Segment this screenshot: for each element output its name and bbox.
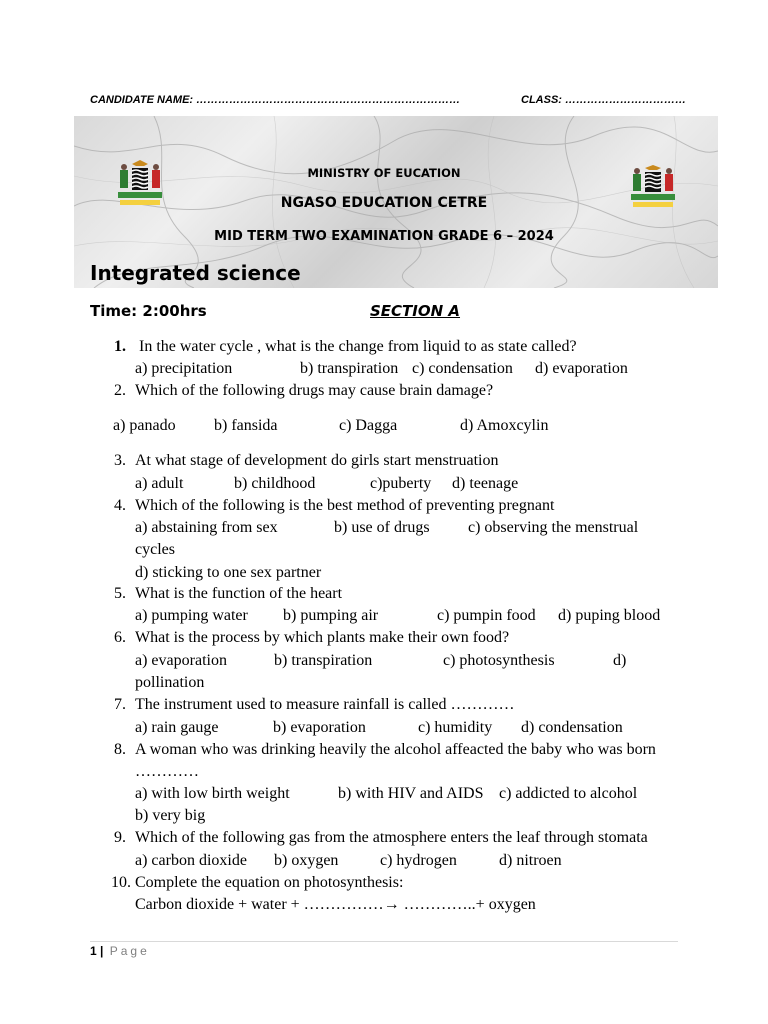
class-line: CLASS: …………………………… <box>521 94 686 106</box>
exam-title: MID TERM TWO EXAMINATION GRADE 6 – 2024 <box>214 229 554 244</box>
page-separator: | <box>100 944 104 958</box>
question-text: Complete the equation on photosynthesis: <box>135 874 404 891</box>
ministry-title: MINISTRY OF EUCATION <box>307 166 461 180</box>
question-number: 8. <box>114 741 126 758</box>
question-number: 1. <box>114 338 126 355</box>
option-d: d) Amoxcylin <box>460 417 549 434</box>
option-b: b) transpiration <box>300 360 399 377</box>
option-a: a) with low birth weight <box>135 785 290 802</box>
option-d: d) teenage <box>452 475 519 492</box>
section-heading: SECTION A <box>370 302 461 320</box>
centre-title: NGASO EDUCATION CETRE <box>280 195 488 211</box>
option-c: c)puberty <box>370 475 432 492</box>
question-number: 5. <box>114 585 126 602</box>
question-text: In the water cycle , what is the change from liquid to as state called? <box>139 338 577 355</box>
option-c: c) observing the menstrual <box>468 519 639 536</box>
option-c: c) pumpin food <box>437 607 536 624</box>
option-b: b) childhood <box>234 475 316 492</box>
option-b: b) transpiration <box>274 652 373 669</box>
option-c: c) hydrogen <box>380 852 457 869</box>
candidate-name-line: CANDIDATE NAME: ……………………………………………………………… <box>90 94 461 106</box>
option-c-continued: cycles <box>135 541 175 558</box>
question-text: A woman who was drinking heavily the alcohol affeacted the baby who was born <box>135 741 656 758</box>
option-a: a) panado <box>113 417 176 434</box>
subject-title: Integrated science <box>90 261 301 285</box>
question-number: 10. <box>111 874 131 891</box>
option-d: d) nitroen <box>499 852 562 869</box>
option-b: b) pumping air <box>283 607 379 624</box>
option-a: a) pumping water <box>135 607 248 624</box>
option-c: c) addicted to alcohol <box>499 785 638 802</box>
option-c: c) photosynthesis <box>443 652 555 669</box>
question-text: Which of the following gas from the atmosphere enters the leaf through stomata <box>135 829 648 846</box>
question-text: Which of the following is the best method of preventing pregnant <box>135 497 555 514</box>
exam-time: Time: 2:00hrs <box>90 302 207 320</box>
photosynthesis-equation: Carbon dioxide + water + ……………→ …………..+ oxygen <box>135 896 536 913</box>
option-b: b) use of drugs <box>334 519 430 536</box>
option-a: a) rain gauge <box>135 719 219 736</box>
question-text: Which of the following drugs may cause brain damage? <box>135 382 494 399</box>
option-c: c) condensation <box>412 360 513 377</box>
question-text: What is the function of the heart <box>135 585 343 602</box>
exam-banner <box>74 116 718 288</box>
question-number: 7. <box>114 696 126 713</box>
question-number: 4. <box>114 497 126 514</box>
candidate-header <box>90 94 690 110</box>
option-a: a) abstaining from sex <box>135 519 278 536</box>
option-d: d) puping blood <box>558 607 661 624</box>
option-d-continued: pollination <box>135 674 205 691</box>
question-text-continued: ………… <box>135 763 199 780</box>
option-d: d) evaporation <box>535 360 628 377</box>
question-number: 3. <box>114 452 126 469</box>
option-d: d) condensation <box>521 719 623 736</box>
question-number: 6. <box>114 629 126 646</box>
option-c: c) Dagga <box>339 417 398 434</box>
page-number: 1 <box>90 944 97 958</box>
option-a: a) adult <box>135 475 184 492</box>
option-d: b) very big <box>135 807 206 824</box>
option-a: a) precipitation <box>135 360 233 377</box>
question-text: The instrument used to measure rainfall is called ………… <box>135 696 515 713</box>
option-b: b) fansida <box>214 417 278 434</box>
question-text: What is the process by which plants make their own food? <box>135 629 510 646</box>
page-footer <box>90 944 150 958</box>
page-label: Page <box>109 944 150 958</box>
option-b: b) oxygen <box>274 852 339 869</box>
question-text: At what stage of development do girls start menstruation <box>135 452 499 469</box>
option-a: a) evaporation <box>135 652 227 669</box>
option-b: b) with HIV and AIDS <box>338 785 484 802</box>
footer-divider <box>90 941 678 942</box>
question-number: 9. <box>114 829 126 846</box>
option-d: d) sticking to one sex partner <box>135 564 322 581</box>
option-a: a) carbon dioxide <box>135 852 247 869</box>
option-b: b) evaporation <box>273 719 366 736</box>
option-c: c) humidity <box>418 719 493 736</box>
question-number: 2. <box>114 382 126 399</box>
option-d: d) <box>613 652 627 669</box>
